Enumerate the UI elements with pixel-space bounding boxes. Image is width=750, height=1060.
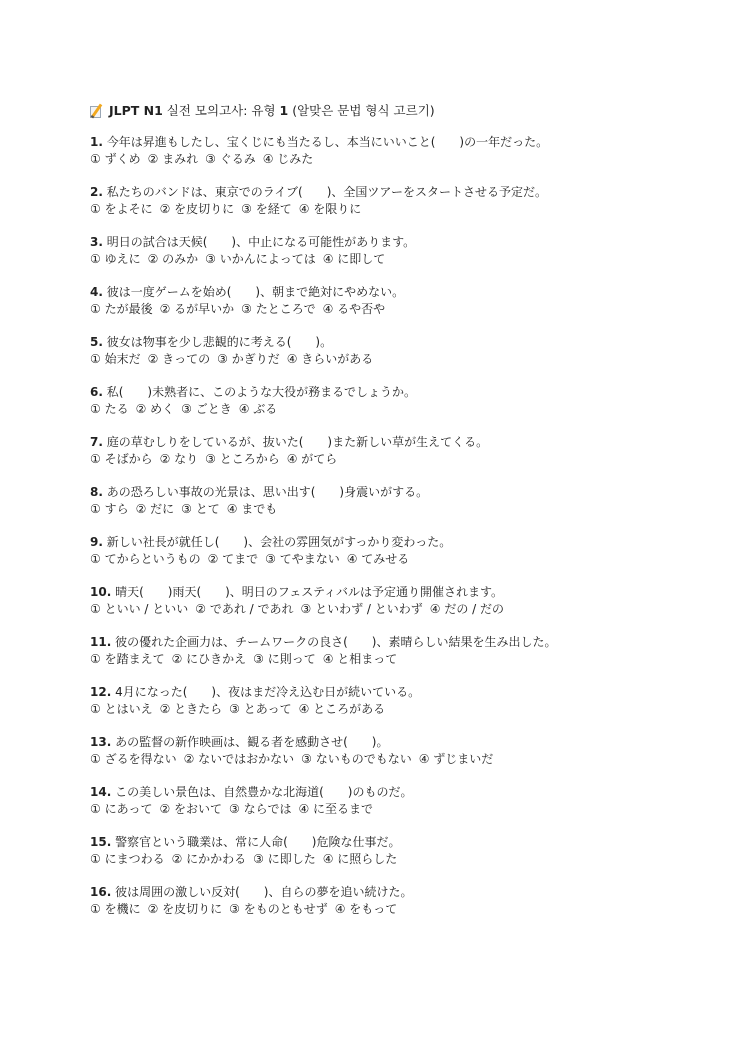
question-text <box>90 834 710 850</box>
option-1: ① ざるを得ない <box>90 752 177 766</box>
question-text <box>90 884 710 900</box>
question-text <box>90 234 710 250</box>
question-sentence: 彼は周囲の激しい反対( )、自らの夢を追い続けた。 <box>111 885 413 899</box>
question-text <box>90 134 710 150</box>
question-item <box>90 884 710 917</box>
option-4: ④ に即して <box>322 252 386 266</box>
question-number: 3. <box>90 235 103 249</box>
question-item <box>90 234 710 267</box>
question-number: 12. <box>90 685 112 699</box>
option-list <box>90 351 710 367</box>
question-text <box>90 284 710 300</box>
question-item <box>90 134 710 167</box>
option-2: ② てまで <box>207 552 259 566</box>
option-1: ① すら <box>90 502 129 516</box>
option-4: ④ じみた <box>262 152 314 166</box>
option-1: ① といい / といい <box>90 602 189 616</box>
question-text <box>90 384 710 400</box>
question-number: 2. <box>90 185 103 199</box>
option-1: ① にまつわる <box>90 852 165 866</box>
document-page <box>90 103 710 934</box>
option-3: ③ とあって <box>229 702 292 716</box>
option-4: ④ だの / だの <box>429 602 504 616</box>
option-list <box>90 701 710 717</box>
option-2: ② を皮切りに <box>147 902 223 916</box>
question-text <box>90 534 710 550</box>
option-2: ② なり <box>159 452 199 466</box>
page-title <box>90 103 710 119</box>
option-3: ③ とて <box>181 502 220 516</box>
option-4: ④ ずじまいだ <box>418 752 494 766</box>
question-number: 16. <box>90 885 112 899</box>
title-bold: JLPT N1 <box>109 103 163 118</box>
question-text <box>90 634 710 650</box>
option-3: ③ いかんによっては <box>205 252 316 266</box>
option-3: ③ ならでは <box>229 802 292 816</box>
question-item <box>90 334 710 367</box>
option-1: ① てからというもの <box>90 552 201 566</box>
option-4: ④ をもって <box>334 902 398 916</box>
question-number: 5. <box>90 335 103 349</box>
question-item <box>90 634 710 667</box>
option-3: ③ ごとき <box>181 402 232 416</box>
option-4: ④ てみせる <box>346 552 410 566</box>
question-sentence: 新しい社長が就任し( )、会社の雰囲気がすっかり変わった。 <box>102 535 452 549</box>
question-list <box>90 134 710 917</box>
question-item <box>90 584 710 617</box>
option-2: ② にかかわる <box>171 852 247 866</box>
option-4: ④ るや否や <box>322 302 386 316</box>
option-list <box>90 601 710 617</box>
question-sentence: 警察官という職業は、常に人命( )危険な仕事だ。 <box>111 835 401 849</box>
option-list <box>90 401 710 417</box>
question-item <box>90 484 710 517</box>
option-1: ① 始末だ <box>90 352 141 366</box>
question-text <box>90 584 710 600</box>
option-4: ④ ところがある <box>298 702 386 716</box>
question-sentence: 彼は一度ゲームを始め( )、朝まで絶対にやめない。 <box>102 285 405 299</box>
option-3: ③ を経て <box>241 202 292 216</box>
question-item <box>90 834 710 867</box>
option-list <box>90 551 710 567</box>
option-4: ④ までも <box>226 502 278 516</box>
question-sentence: 晴天( )雨天( )、明日のフェスティバルは予定通り開催されます。 <box>111 585 504 599</box>
question-number: 7. <box>90 435 103 449</box>
memo-icon <box>90 104 104 118</box>
option-list <box>90 901 710 917</box>
option-3: ③ たところで <box>241 302 316 316</box>
option-1: ① とはいえ <box>90 702 153 716</box>
option-list <box>90 801 710 817</box>
question-item <box>90 284 710 317</box>
question-sentence: 庭の草むしりをしているが、抜いた( )また新しい草が生えてくる。 <box>102 435 489 449</box>
question-item <box>90 684 710 717</box>
option-2: ② をおいて <box>159 802 223 816</box>
question-sentence: 彼女は物事を少し悲観的に考える( )。 <box>102 335 333 349</box>
question-text <box>90 184 710 200</box>
option-3: ③ ぐるみ <box>205 152 256 166</box>
question-text <box>90 434 710 450</box>
option-4: ④ を限りに <box>298 202 362 216</box>
option-list <box>90 151 710 167</box>
option-2: ② にひきかえ <box>171 652 247 666</box>
option-1: ① たる <box>90 402 129 416</box>
option-1: ① を機に <box>90 902 141 916</box>
option-3: ③ をものともせず <box>229 902 328 916</box>
title-num: 1 <box>279 103 289 118</box>
option-1: ① たが最後 <box>90 302 153 316</box>
question-sentence: あの恐ろしい事故の光景は、思い出す( )身震いがする。 <box>102 485 429 499</box>
option-1: ① にあって <box>90 802 153 816</box>
option-3: ③ てやまない <box>265 552 340 566</box>
option-4: ④ ぶる <box>238 402 278 416</box>
question-text <box>90 734 710 750</box>
question-text <box>90 484 710 500</box>
option-list <box>90 501 710 517</box>
question-number: 4. <box>90 285 103 299</box>
question-sentence: 明日の試合は天候( )、中止になる可能性があります。 <box>102 235 416 249</box>
option-3: ③ ところから <box>205 452 280 466</box>
option-4: ④ と相まって <box>322 652 398 666</box>
question-number: 14. <box>90 785 112 799</box>
question-item <box>90 184 710 217</box>
question-text <box>90 684 710 700</box>
option-4: ④ に照らした <box>322 852 398 866</box>
option-4: ④ きらいがある <box>286 352 374 366</box>
question-item <box>90 434 710 467</box>
option-1: ① をよそに <box>90 202 153 216</box>
option-list <box>90 201 710 217</box>
option-2: ② のみか <box>147 252 199 266</box>
question-item <box>90 784 710 817</box>
option-2: ② ないではおかない <box>183 752 295 766</box>
option-3: ③ に則って <box>253 652 316 666</box>
question-text <box>90 784 710 800</box>
question-number: 6. <box>90 385 103 399</box>
option-3: ③ ないものでもない <box>301 752 412 766</box>
option-1: ① を踏まえて <box>90 652 165 666</box>
question-sentence: 私たちのバンドは、東京でのライブ( )、全国ツアーをスタートさせる予定だ。 <box>102 185 548 199</box>
question-sentence: 私( )未熟者に、このような大役が務まるでしょうか。 <box>102 385 416 399</box>
question-number: 15. <box>90 835 112 849</box>
question-number: 10. <box>90 585 112 599</box>
option-2: ② るが早いか <box>159 302 235 316</box>
option-4: ④ がてら <box>286 452 338 466</box>
question-sentence: 4月になった( )、夜はまだ冷え込む日が続いている。 <box>111 685 421 699</box>
option-2: ② めく <box>135 402 175 416</box>
option-list <box>90 451 710 467</box>
option-list <box>90 651 710 667</box>
question-number: 8. <box>90 485 103 499</box>
question-number: 11. <box>90 635 112 649</box>
option-2: ② を皮切りに <box>159 202 235 216</box>
question-number: 9. <box>90 535 103 549</box>
option-list <box>90 751 710 767</box>
question-item <box>90 384 710 417</box>
question-sentence: あの監督の新作映画は、観る者を感動させ( )。 <box>111 735 389 749</box>
question-item <box>90 534 710 567</box>
option-list <box>90 301 710 317</box>
option-2: ② まみれ <box>147 152 199 166</box>
option-4: ④ に至るまで <box>298 802 374 816</box>
question-number: 13. <box>90 735 112 749</box>
option-list <box>90 251 710 267</box>
question-sentence: この美しい景色は、自然豊かな北海道( )のものだ。 <box>111 785 413 799</box>
option-3: ③ といわず / といわず <box>300 602 423 616</box>
title-rest: 실전 모의고사: 유형 <box>162 103 280 118</box>
question-number: 1. <box>90 135 103 149</box>
option-3: ③ に即した <box>253 852 316 866</box>
option-list <box>90 851 710 867</box>
option-1: ① ずくめ <box>90 152 141 166</box>
option-2: ② ときたら <box>159 702 223 716</box>
question-item <box>90 734 710 767</box>
option-2: ② きっての <box>147 352 211 366</box>
option-1: ① ゆえに <box>90 252 141 266</box>
question-sentence: 彼の優れた企画力は、チームワークの良さ( )、素晴らしい結果を生み出した。 <box>111 635 557 649</box>
title-paren: (알맞은 문법 형식 고르기) <box>288 103 435 118</box>
option-1: ① そばから <box>90 452 153 466</box>
option-2: ② だに <box>135 502 175 516</box>
option-3: ③ かぎりだ <box>217 352 280 366</box>
option-2: ② であれ / であれ <box>195 602 294 616</box>
question-sentence: 今年は昇進もしたし、宝くじにも当たるし、本当にいいこと( )の一年だった。 <box>102 135 549 149</box>
question-text <box>90 334 710 350</box>
